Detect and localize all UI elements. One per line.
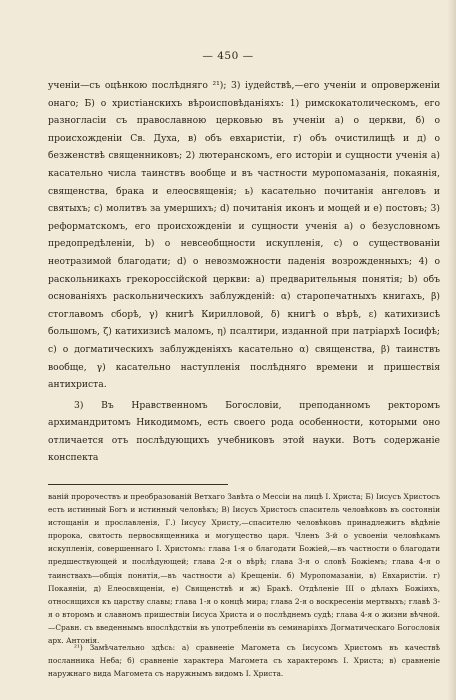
page-number: — 450 —	[202, 50, 254, 62]
footnote-separator	[48, 484, 228, 485]
main-paragraph-2: 3) Въ Нравственномъ Богословіи, преподанномъ ректоромъ архимандритомъ Никодимомъ, есть своего рода особенности, которыми оно отличается отъ послѣдующихъ учебниковъ этой науки. Вотъ содержаніе конспекта	[48, 399, 440, 464]
main-paragraph-1: ученіи—съ оцѣнкою послѣдняго ²¹); 3) іудействѣ,—его ученіи и опроверженіи онаго; Б) о христіанскихъ вѣроисповѣданіяхъ: 1) римскокатолическомъ, его разногласіи съ православною церковью въ ученіи а) о церкви, б) о происхожденіи Св. Духа, в) объ евхаристіи, г) объ очистилищѣ и д) о безженствѣ священниковъ; 2) лютеранскомъ, его исторіи и сущности ученія а) касательно числа таинствъ вообще и въ частности муропомазанія, покаянія, священства, брака и елеосвященія; ь) касательно почитанія ангеловъ и святыхъ; с) молитвъ за умершихъ; d) почитанія иконъ и мощей и е) постовъ; 3) реформатскомъ, его происхожденіи и сущности ученія а) о безусловномъ предопредѣленіи, b) о невсеобщности искупленія, с) о существованіи неотразимой благодати; d) о невозможности паденія возрожденныхъ; 4) о раскольникахъ грекороссійской церкви: а) предварительныя понятія; b) объ основаніяхъ раскольническихъ заблужденій: α) старопечатныхъ книгахъ, β) стоглавомъ сборѣ, γ) книгѣ Кирилловой, δ) книгѣ о вѣрѣ, ε) катихизисѣ большомъ, ζ) катихизисѣ маломъ, η) псалтири, изданной при патріархѣ Іосифѣ; с) о догматическихъ заблужденіяхъ касательно α) священства, β) таинствъ вообще, γ) касательно наступленія послѣдняго времени и пришествія антихриста.	[48, 80, 440, 391]
footnote-21: ²¹) Замѣчательно здѣсь: а) сравненіе Магомета съ Іисусомъ Христомъ въ качествѣ посланника Неба; б) сравненіе характера Магомета съ характеромъ І. Христа; в) сравненіе наружнаго вида Магомета съ наружнымъ видомъ І. Христа.	[48, 643, 440, 679]
footnote-continuation: ваній пророчествъ и преобразованій Ветхаго Завѣта о Мессіи на лицѣ І. Христа; Б) Іисусъ Христосъ есть истинный Богъ и истинный человѣкъ; В) Іисусъ Христосъ спаситель человѣковъ въ состояніи истощанія и прославленія, Г.) Іисусу Христу,—спасителю человѣковъ принадлежитъ вѣдѣніе пророка, святость первосвященника и могущество царя. Членъ 3-й о усвоеніи человѣкамъ искупленія, совершеннаго І. Христомъ: глава 1-я о благодати Божіей,—въ частности о благодати предшествующей и послѣдующей; глава 2-я о вѣрѣ; глава 3-я о словѣ Божіемъ; глава 4-я о таинствахъ—общія понятія,—въ частности а) Крещеніи. б) Муропомазаніи, в) Евхаристіи. г) Покаяніи, д) Елеосвященіи, е) Священствѣ и ж) Бракѣ. Отдѣленіе III о дѣлахъ Божіихъ, относящихся къ царству славы; глава 1-я о концѣ мира; глава 2-я о воскресеніи мертвыхъ; главѣ 3-я о второмъ и славномъ пришествіи Іисуса Христа и о послѣднемъ судѣ; глава 4-я о жизни вѣчной.—Сравн. съ введеннымъ впослѣдствіи въ употребленіи въ семинаріяхъ Догматическаго Богословія арх. Антонія.	[48, 492, 440, 646]
footnote-gap	[48, 634, 440, 635]
page-edge-shadow	[448, 0, 456, 700]
main-text	[48, 77, 440, 467]
